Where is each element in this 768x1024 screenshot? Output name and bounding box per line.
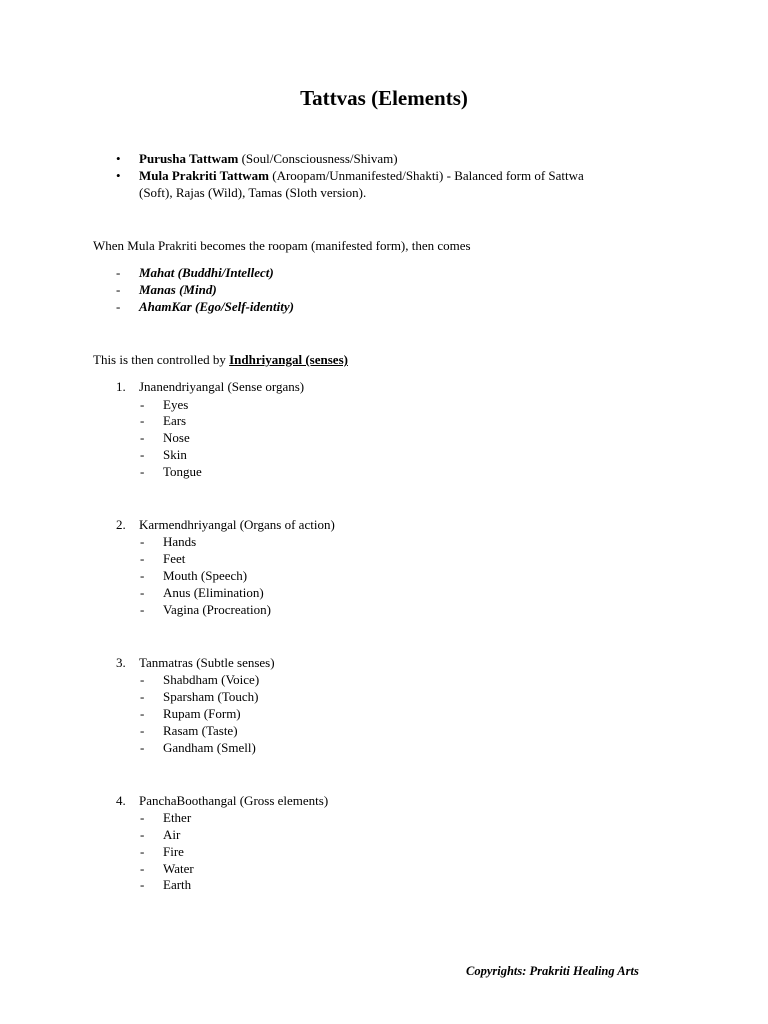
manifest-item-mahat: Mahat (Buddhi/Intellect) — [139, 265, 274, 280]
dash-marker: - — [140, 568, 145, 583]
group-heading-panchaboothangal: PanchaBoothangal (Gross elements) — [139, 793, 329, 808]
list-item: Nose — [163, 430, 190, 445]
list-item: Air — [163, 827, 181, 842]
group-number: 1. — [116, 379, 126, 394]
tattwam-item-mula-prakriti — [139, 168, 584, 184]
group-heading-jnanendriyangal: Jnanendriyangal (Sense organs) — [139, 379, 305, 394]
list-item: Gandham (Smell) — [163, 740, 256, 755]
group-number: 2. — [116, 517, 126, 532]
tattwam-desc-continued: (Soft), Rajas (Wild), Tamas (Sloth version). — [139, 185, 367, 200]
list-item: Anus (Elimination) — [163, 585, 264, 600]
list-item: Rasam (Taste) — [163, 723, 238, 738]
group-heading-tanmatras: Tanmatras (Subtle senses) — [139, 655, 275, 670]
tattwam-desc: (Aroopam/Unmanifested/Shakti) - Balanced form of Sattwa — [272, 168, 584, 183]
dash-marker: - — [140, 827, 145, 842]
tattwam-item-purusha — [139, 151, 398, 167]
tattwam-name: Mula Prakriti Tattwam — [139, 168, 269, 183]
dash-marker: - — [140, 844, 145, 859]
dash-marker: - — [140, 447, 145, 462]
group-number: 3. — [116, 655, 126, 670]
tattwam-desc: (Soul/Consciousness/Shivam) — [241, 151, 398, 166]
dash-marker: - — [140, 585, 145, 600]
group-number: 4. — [116, 793, 126, 808]
manifest-intro: When Mula Prakriti becomes the roopam (manifested form), then comes — [93, 238, 471, 253]
bullet-marker: • — [116, 151, 121, 166]
list-item: Eyes — [163, 397, 189, 412]
dash-marker: - — [140, 689, 145, 704]
dash-marker: - — [140, 723, 145, 738]
dash-marker: - — [140, 397, 145, 412]
copyright-footer: Copyrights: Prakriti Healing Arts — [466, 964, 639, 978]
dash-marker: - — [140, 413, 145, 428]
tattwam-name: Purusha Tattwam — [139, 151, 239, 166]
dash-marker: - — [116, 265, 121, 280]
list-item: Hands — [163, 534, 197, 549]
control-intro: This is then controlled by — [93, 352, 226, 367]
list-item: Tongue — [163, 464, 202, 479]
list-item: Ears — [163, 413, 187, 428]
dash-marker: - — [140, 602, 145, 617]
control-intro-line — [93, 352, 348, 368]
dash-marker: - — [140, 464, 145, 479]
dash-marker: - — [116, 299, 121, 314]
control-term: Indhriyangal (senses) — [229, 352, 348, 367]
list-item: Feet — [163, 551, 186, 566]
page-title: Tattvas (Elements) — [300, 86, 468, 110]
dash-marker: - — [140, 551, 145, 566]
dash-marker: - — [140, 706, 145, 721]
list-item: Rupam (Form) — [163, 706, 241, 721]
dash-marker: - — [140, 861, 145, 876]
dash-marker: - — [116, 282, 121, 297]
dash-marker: - — [140, 672, 145, 687]
manifest-item-manas: Manas (Mind) — [139, 282, 217, 297]
list-item: Sparsham (Touch) — [163, 689, 259, 704]
list-item: Fire — [163, 844, 184, 859]
dash-marker: - — [140, 534, 145, 549]
list-item: Water — [163, 861, 194, 876]
list-item: Mouth (Speech) — [163, 568, 248, 583]
manifest-item-ahamkar: AhamKar (Ego/Self-identity) — [139, 299, 294, 314]
dash-marker: - — [140, 740, 145, 755]
group-heading-karmendhriyangal: Karmendhriyangal (Organs of action) — [139, 517, 335, 532]
list-item: Vagina (Procreation) — [163, 602, 271, 617]
list-item: Skin — [163, 447, 187, 462]
dash-marker: - — [140, 430, 145, 445]
dash-marker: - — [140, 877, 145, 892]
dash-marker: - — [140, 810, 145, 825]
bullet-marker: • — [116, 168, 121, 183]
list-item: Ether — [163, 810, 192, 825]
list-item: Earth — [163, 877, 192, 892]
list-item: Shabdham (Voice) — [163, 672, 260, 687]
